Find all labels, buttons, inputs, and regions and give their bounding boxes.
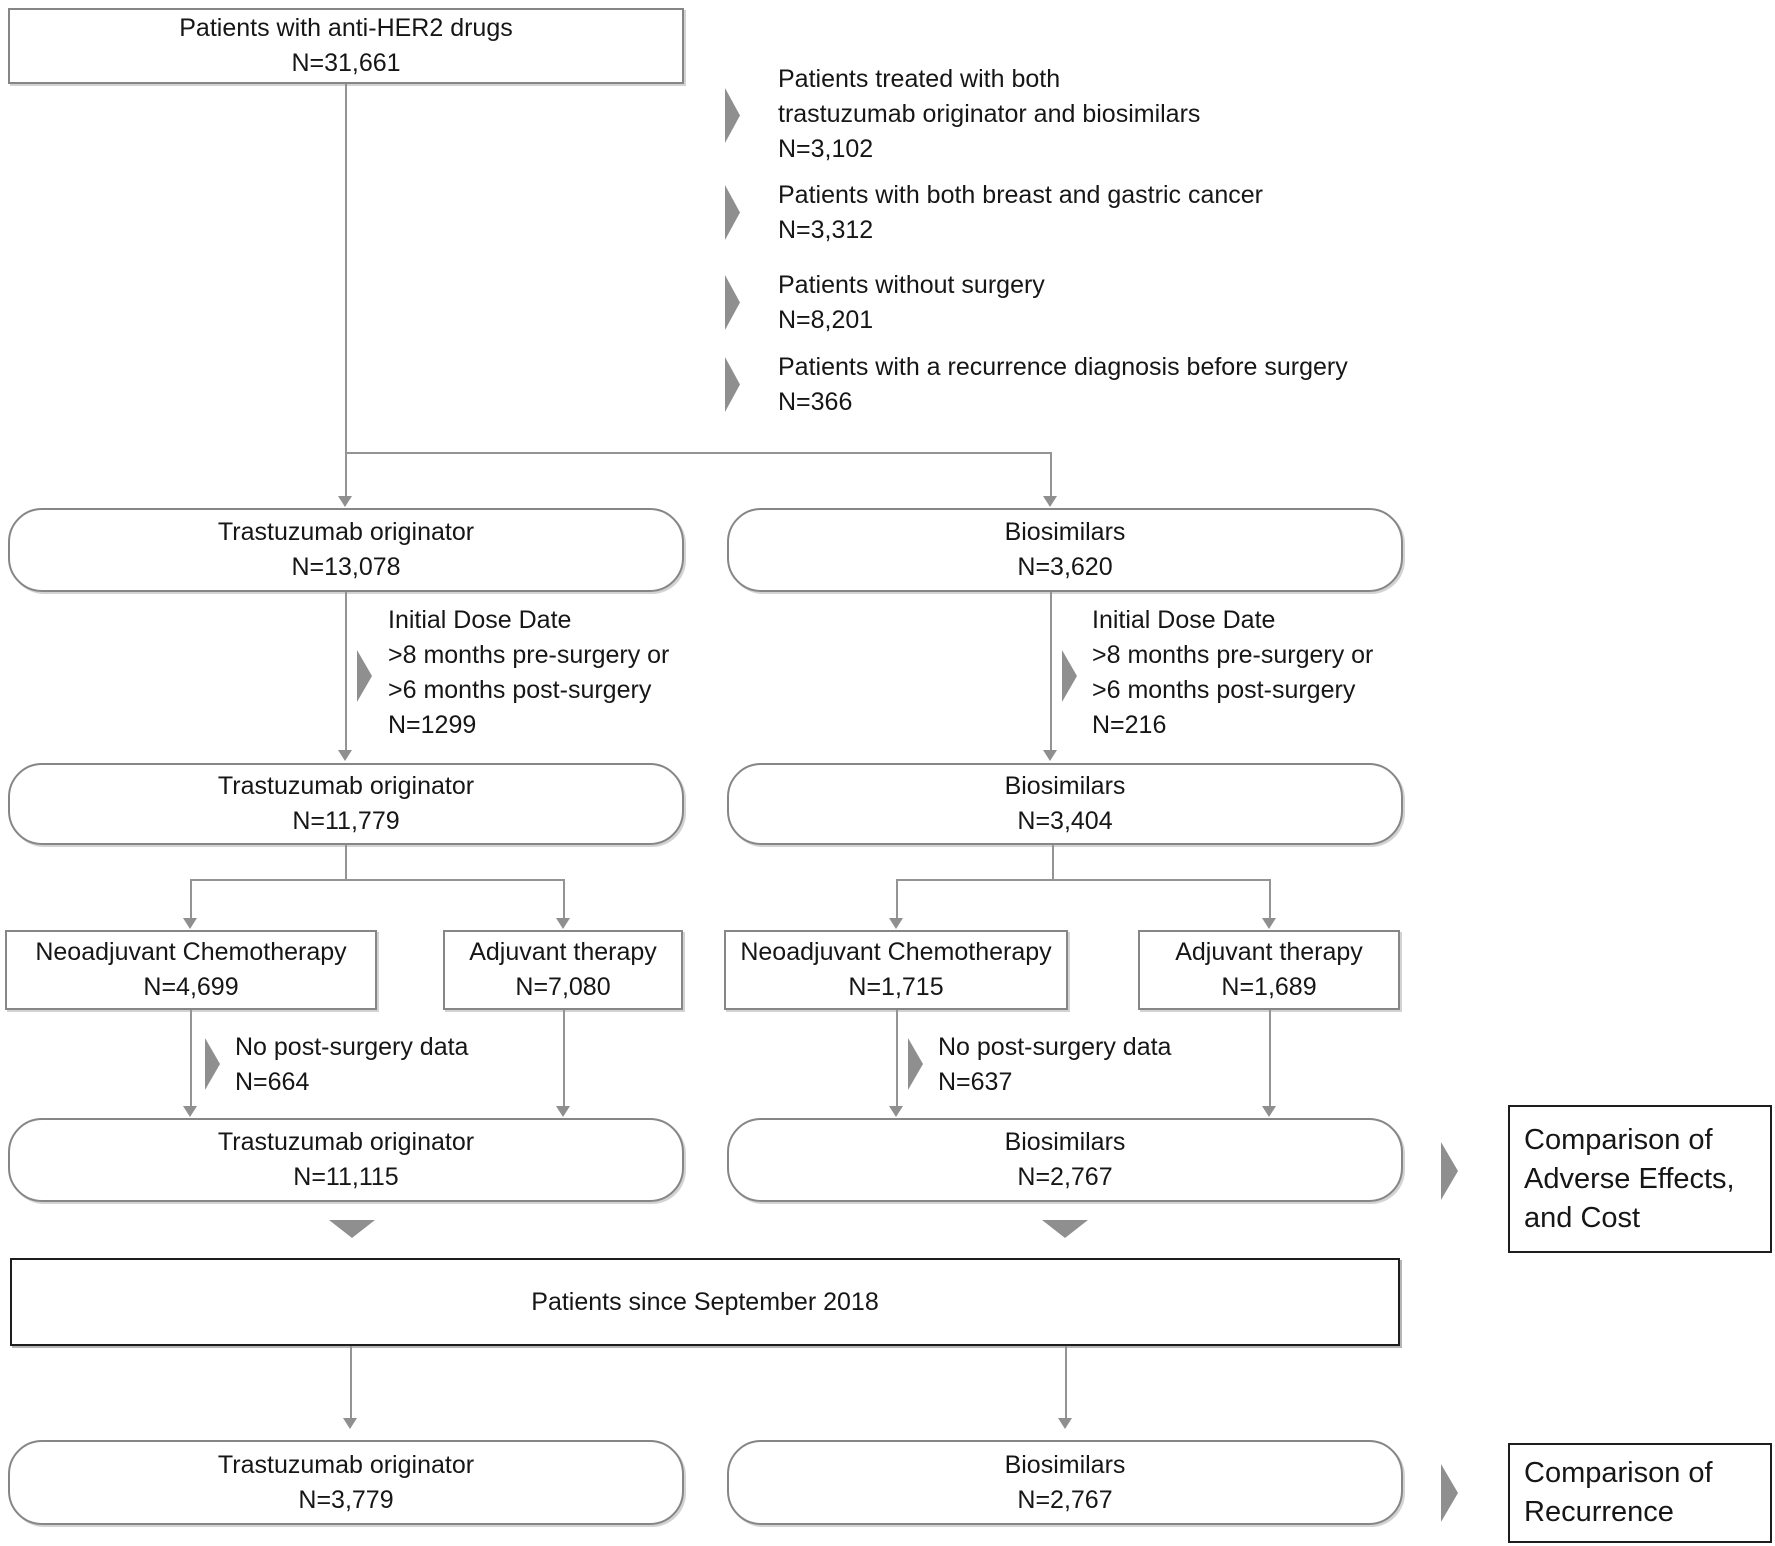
note-line: >8 months pre-surgery or [388,641,670,669]
note-line: N=8,201 [778,306,874,334]
exclusion-both-cancers [778,178,1263,248]
comparison-line: Recurrence [1524,1496,1674,1528]
note-line: Patients treated with both [778,65,1061,93]
arrowhead-to-biosimilars-3-right [1262,1106,1276,1117]
exclusion-no-post-surgery-trastuzumab [235,1030,468,1100]
exclusion-dose-date-biosimilars [1092,603,1373,743]
arrowhead-to-biosimilars-1 [1043,496,1057,507]
node-adjuvant-trastuzumab [443,930,683,1010]
connector-biosimilars-1-2 [1050,592,1052,750]
comparison-line: Adverse Effects, [1524,1162,1735,1195]
arrowhead-to-adjuvant-biosimilars [1262,918,1276,929]
node-label: Biosimilars [1004,772,1126,800]
node-label: Neoadjuvant Chemotherapy [740,938,1052,966]
connector-trastuzumab-1-2 [345,592,347,750]
arrowhead-to-trastuzumab-2 [338,750,352,761]
connector-neoadjuvant-trastuzumab-down [190,1010,192,1106]
node-trastuzumab-originator-2 [8,763,684,845]
node-label: Biosimilars [1004,1128,1126,1156]
exclusion-dose-date-trastuzumab [388,603,669,743]
node-count: N=31,661 [291,49,401,77]
exclusion-chevron-icon [725,185,740,240]
arrowhead-to-biosimilars-2 [1043,750,1057,761]
down-triangle-icon [1042,1220,1088,1238]
arrowhead-to-adjuvant-trastuzumab [556,918,570,929]
connector-biosimilars-therapy-branch [896,879,1271,881]
comparison-adverse-effects-cost-box [1508,1105,1772,1253]
note-line: Patients with both breast and gastric cancer [778,181,1263,209]
note-line: Patients without surgery [778,271,1045,299]
node-count: N=7,080 [515,973,611,1001]
node-biosimilars-2 [727,763,1403,845]
note-line: N=366 [778,388,853,416]
node-label: Trastuzumab originator [217,1450,475,1479]
note-line: No post-surgery data [235,1033,469,1061]
node-label: Trastuzumab originator [217,1128,475,1156]
connector-adjuvant-biosimilars-down [1269,1010,1271,1106]
connector-to-neoadjuvant-biosimilars [896,879,898,919]
connector-trastuzumab-therapy-branch [190,879,565,881]
note-line: Initial Dose Date [1092,606,1276,634]
connector-top-trunk [345,84,347,496]
connector-to-neoadjuvant-trastuzumab [190,879,192,919]
exclusion-recurrence-before-surgery [778,350,1348,420]
arrowhead-to-neoadjuvant-biosimilars [889,918,903,929]
node-count: N=4,699 [143,973,239,1001]
arrowhead-to-trastuzumab-4 [343,1418,357,1429]
node-adjuvant-biosimilars [1138,930,1400,1010]
down-triangle-icon [329,1220,375,1238]
comparison-line: Comparison of [1524,1123,1713,1156]
node-count: N=2,767 [1017,1163,1113,1191]
arrowhead-to-biosimilars-4 [1058,1418,1072,1429]
node-count: N=3,779 [298,1485,394,1514]
node-label: Patients with anti-HER2 drugs [179,14,513,42]
arrowhead-to-trastuzumab-3-right [556,1106,570,1117]
node-trastuzumab-originator-4 [8,1440,684,1525]
node-label: Trastuzumab originator [217,518,475,546]
node-label: Adjuvant therapy [1175,938,1363,966]
node-biosimilars-4 [727,1440,1403,1525]
note-line: N=3,312 [778,216,874,244]
note-line: No post-surgery data [938,1033,1172,1061]
node-count: N=2,767 [1017,1485,1113,1514]
node-label: Trastuzumab originator [217,772,475,800]
exclusion-chevron-icon [357,650,372,702]
node-biosimilars-1 [727,508,1403,592]
note-line: >6 months post-surgery [1092,676,1356,704]
connector-trastuzumab-2-stub [345,845,347,881]
note-line: trastuzumab originator and biosimilars [778,100,1201,128]
node-label: Biosimilars [1004,1450,1126,1479]
connector-biosimilars-2-stub [1052,845,1054,881]
connector-neoadjuvant-biosimilars-down [896,1010,898,1106]
node-neoadjuvant-biosimilars [724,930,1068,1010]
node-trastuzumab-originator-1 [8,508,684,592]
arrowhead-to-trastuzumab-1 [338,496,352,507]
connector-adjuvant-trastuzumab-down [563,1010,565,1106]
comparison-recurrence-box [1508,1443,1772,1543]
node-patients-since-september-2018 [10,1258,1400,1346]
exclusion-chevron-icon [205,1038,220,1090]
arrowhead-to-neoadjuvant-trastuzumab [183,918,197,929]
arrowhead-to-biosimilars-3-left [889,1106,903,1117]
exclusion-both-drugs [778,62,1200,167]
node-trastuzumab-originator-3 [8,1118,684,1202]
node-count: N=11,115 [293,1163,399,1191]
node-count: N=3,620 [1017,553,1113,581]
exclusion-chevron-icon [725,275,740,330]
node-count: N=1,689 [1221,973,1317,1001]
node-count: N=13,078 [291,553,401,581]
note-line: >8 months pre-surgery or [1092,641,1374,669]
connector-to-adjuvant-biosimilars [1269,879,1271,919]
connector-top-branch [345,452,1052,454]
node-label: Biosimilars [1004,518,1126,546]
comparison-line: and Cost [1524,1201,1641,1234]
note-line: N=664 [235,1068,310,1096]
note-line: N=637 [938,1068,1013,1096]
node-anti-her2-patients [8,8,684,84]
comparison-line: Comparison of [1524,1457,1713,1489]
connector-top-biosimilars-stub [1050,452,1052,496]
comparison-chevron-icon [1441,1464,1458,1522]
exclusion-chevron-icon [725,357,740,412]
connector-to-biosimilars-4 [1065,1346,1067,1418]
exclusion-no-post-surgery-biosimilars [938,1030,1171,1100]
note-line: Initial Dose Date [388,606,572,634]
exclusion-chevron-icon [725,88,740,143]
note-line: >6 months post-surgery [388,676,652,704]
connector-to-adjuvant-trastuzumab [563,879,565,919]
note-line: Patients with a recurrence diagnosis before surgery [778,353,1348,381]
exclusion-no-surgery [778,268,1045,338]
comparison-chevron-icon [1441,1142,1458,1200]
connector-to-trastuzumab-4 [350,1346,352,1418]
arrowhead-to-trastuzumab-3-left [183,1106,197,1117]
node-count: N=1,715 [848,973,944,1001]
node-label: Patients since September 2018 [531,1287,879,1316]
note-line: N=1299 [388,711,477,739]
exclusion-chevron-icon [908,1038,923,1090]
exclusion-chevron-icon [1062,650,1077,702]
note-line: N=216 [1092,711,1167,739]
note-line: N=3,102 [778,135,874,163]
node-count: N=3,404 [1017,807,1113,835]
node-count: N=11,779 [292,807,400,835]
node-label: Neoadjuvant Chemotherapy [35,938,347,966]
node-label: Adjuvant therapy [469,938,657,966]
node-neoadjuvant-trastuzumab [5,930,377,1010]
node-biosimilars-3 [727,1118,1403,1202]
